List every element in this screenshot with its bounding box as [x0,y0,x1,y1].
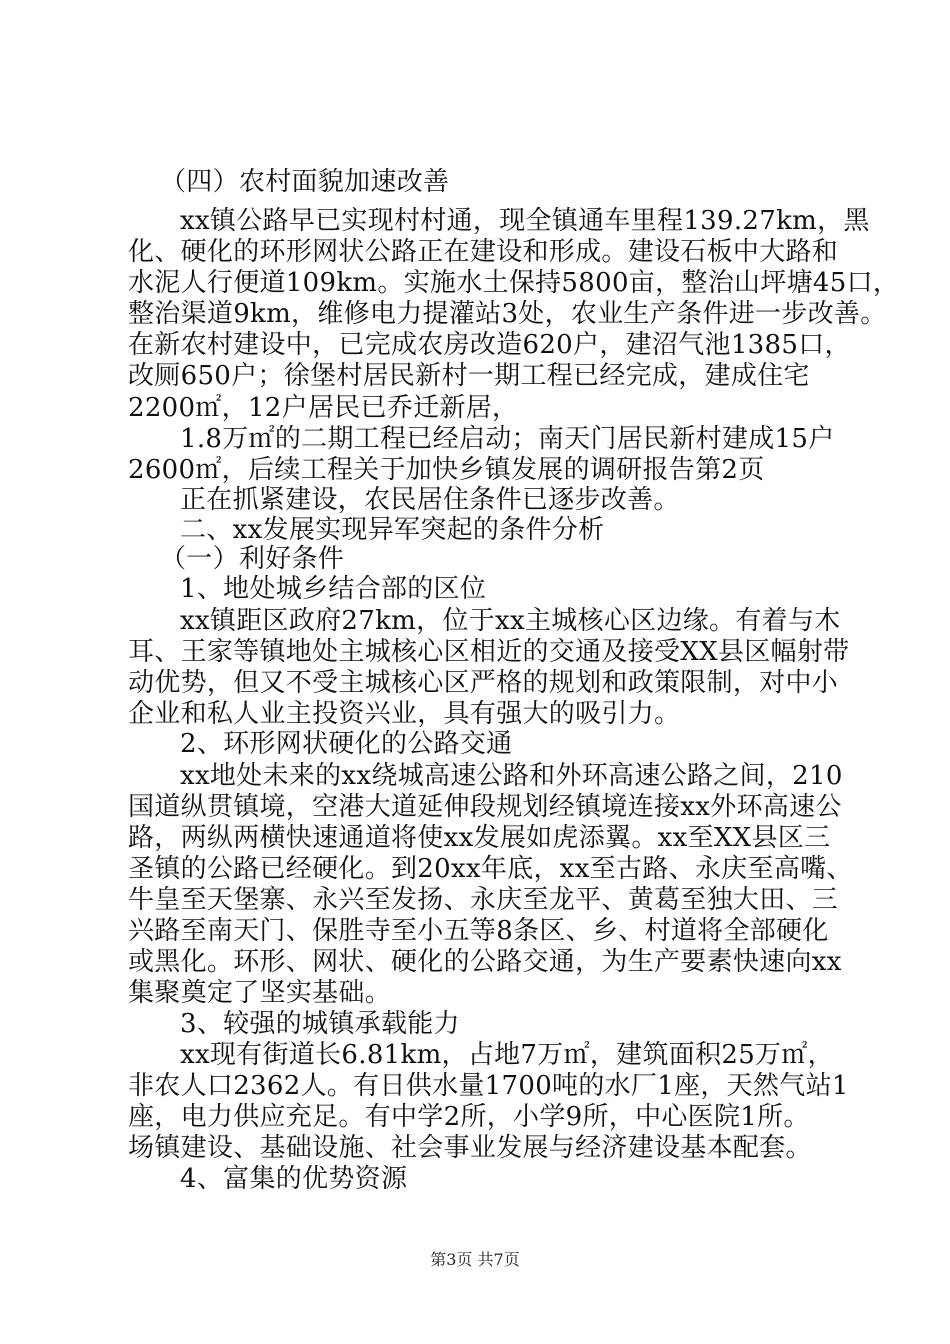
page-footer: 第3页 共7页 [430,1250,520,1269]
text-line: 路，两纵两横快速通道将使xx发展如虎添翼。xx至XX县区三 [128,823,831,853]
item-heading: 4、富集的优势资源 [180,1164,408,1194]
text-line: 场镇建设、基础设施、社会事业发展与经济建设基本配套。 [128,1133,812,1163]
text-line: 非农人口2362人。有日供水量1700吨的水厂1座，天然气站1 [128,1071,849,1101]
text-line: 兴路至南天门、保胜寺至小五等8条区、乡、村道将全部硬化 [128,916,829,946]
section-heading: 二、xx发展实现异军突起的条件分析 [180,515,605,545]
text-line: 圣镇的公路已经硬化。到20xx年底，xx至古路、永庆至高嘴、 [128,854,853,884]
text-line: 牛皇至天堡寨、永兴至发扬、永庆至龙平、黄葛至独大田、三 [128,885,839,915]
item-heading: 1、地处城乡结合部的区位 [180,574,487,604]
text-line: 耳、王家等镇地处主城核心区相近的交通及接受XX县区幅射带 [128,637,850,667]
text-line: 集聚奠定了坚实基础。 [128,978,392,1008]
text-line: xx地处未来的xx绕城高速公路和外环高速公路之间，210 [180,761,843,791]
text-line: 整治渠道9km，维修电力提灌站3处，农业生产条件进一步改善。 [128,299,887,329]
text-line: 1.8万㎡的二期工程已经启动；南天门居民新村建成15户 [180,424,835,454]
text-line: 改厕650户；徐堡村居民新村一期工程已经完成，建成住宅 [128,361,810,391]
text-line: 水泥人行便道109km。实施水土保持5800亩，整治山坪塘45口， [128,268,900,298]
text-line: xx现有街道长6.81km，占地7万㎡，建筑面积25万㎡， [180,1040,834,1070]
text-line: （四）农村面貌加速改善 [160,167,450,197]
subsection-heading: （一）利好条件 [160,544,345,574]
text-line: 正在抓紧建设，农民居住条件已逐步改善。 [180,485,680,515]
text-line: 2200㎡，12户居民已乔迁新居， [128,393,519,423]
item-heading: 3、较强的城镇承载能力 [180,1009,460,1039]
item-heading: 2、环形网状硬化的公路交通 [180,729,513,759]
text-line: 在新农村建设中，已完成农房改造620户，建沼气池1385口， [128,330,851,360]
text-line: xx镇距区政府27km，位于xx主城核心区边缘。有着与木 [180,606,841,636]
text-line: xx镇公路早已实现村村通，现全镇通车里程139.27km，黑 [180,206,870,236]
text-line: 动优势，但又不受主城核心区严格的规划和政策限制，对中小 [128,668,839,698]
text-line: 国道纵贯镇境，空港大道延伸段规划经镇境连接xx外环高速公 [128,792,842,822]
text-line: 化、硬化的环形网状公路正在建设和形成。建设石板中大路和 [128,237,839,267]
text-line: 或黑化。环形、网状、硬化的公路交通，为生产要素快速向xx [128,947,842,977]
text-line: 企业和私人业主投资兴业，具有强大的吸引力。 [128,699,681,729]
text-line: 2600㎡，后续工程关于加快乡镇发展的调研报告第2页 [128,455,765,485]
text-line: 座，电力供应充足。有中学2所，小学9所，中心医院1所。 [128,1102,810,1132]
